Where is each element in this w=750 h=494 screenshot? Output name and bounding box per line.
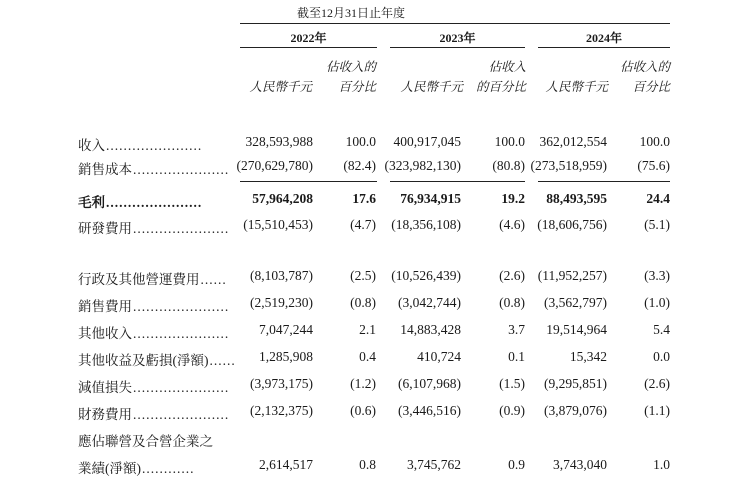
row-label-text: 研發費用 [78, 221, 132, 236]
cell-p2022: 0.8 [359, 457, 376, 472]
row-label-text: 減值損失 [78, 380, 132, 395]
cell-v2023: (10,526,439) [391, 268, 461, 283]
cell-v2022: 57,964,208 [252, 191, 313, 206]
cell-v2023: (6,107,968) [398, 376, 461, 391]
cell-p2022: 100.0 [345, 134, 376, 149]
cell-v2022: (2,132,375) [250, 403, 313, 418]
cell-v2022: (15,510,453) [243, 217, 313, 232]
row-label-text: 銷售費用 [78, 299, 132, 314]
leader-dots: ...................... [133, 407, 230, 422]
cell-p2024: (1.1) [644, 403, 670, 418]
year-2022-rule [240, 47, 377, 48]
cell-p2023: 3.7 [508, 322, 525, 337]
cell-p2023: (4.6) [499, 217, 525, 232]
cell-p2024: 100.0 [639, 134, 670, 149]
cell-v2023: 3,745,762 [407, 457, 461, 472]
cell-v2024: 88,493,595 [546, 191, 607, 206]
cell-p2023: (1.5) [499, 376, 525, 391]
cell-p2024: 0.0 [653, 349, 670, 364]
row-label-text: 其他收入 [78, 326, 132, 341]
cell-p2023: (80.8) [492, 158, 525, 173]
year-2024: 2024年 [585, 31, 622, 45]
cell-p2022: (0.8) [350, 295, 376, 310]
period-underline [240, 23, 670, 24]
leader-dots: ...................... [106, 138, 203, 153]
cell-v2022: (2,519,230) [250, 295, 313, 310]
row-label-text: 財務費用 [78, 407, 132, 422]
cell-v2023: (323,982,130) [384, 158, 461, 173]
cell-v2024: (18,606,756) [537, 217, 607, 232]
row-label-text: 行政及其他營運費用 [78, 272, 200, 287]
leader-dots: ...................... [133, 326, 230, 341]
cost-rule-2023 [390, 181, 525, 182]
cell-v2024: 362,012,554 [539, 134, 607, 149]
cell-v2023: 410,724 [417, 349, 461, 364]
cell-p2024: (1.0) [644, 295, 670, 310]
cell-p2023: 100.0 [494, 134, 525, 149]
cell-p2023: (2.6) [499, 268, 525, 283]
leader-dots: ............ [142, 461, 195, 476]
row-label-text: 銷售成本 [78, 162, 132, 177]
cell-v2024: (3,562,797) [544, 295, 607, 310]
col-amount-2024: 人民幣千元 [545, 80, 608, 94]
cell-v2022: 328,593,988 [245, 134, 313, 149]
leader-dots: ...................... [133, 380, 230, 395]
cell-v2022: 1,285,908 [259, 349, 313, 364]
year-2022: 2022年 [290, 31, 327, 45]
cell-v2024: (9,295,851) [544, 376, 607, 391]
cell-p2024: 24.4 [646, 191, 670, 206]
cell-v2024: (3,879,076) [544, 403, 607, 418]
leader-dots: ...................... [106, 195, 203, 210]
cell-v2023: 400,917,045 [393, 134, 461, 149]
cell-p2023: (0.8) [499, 295, 525, 310]
row-label-text: 收入 [78, 138, 105, 153]
cell-p2024: (2.6) [644, 376, 670, 391]
cell-v2023: (18,356,108) [391, 217, 461, 232]
cell-p2023: 0.9 [508, 457, 525, 472]
cell-p2022: (2.5) [350, 268, 376, 283]
cell-v2022: (3,973,175) [250, 376, 313, 391]
period-header: 截至12月31日止年度 [296, 6, 405, 20]
cell-v2023: 76,934,915 [400, 191, 461, 206]
cell-v2023: 14,883,428 [400, 322, 461, 337]
cell-p2023: 19.2 [501, 191, 525, 206]
cell-v2023: (3,446,516) [398, 403, 461, 418]
cell-p2022: 0.4 [359, 349, 376, 364]
leader-dots: ...................... [133, 299, 230, 314]
cell-p2024: (3.3) [644, 268, 670, 283]
cell-p2024: (75.6) [637, 158, 670, 173]
row-label-text: 其他收益及虧損(淨額) [78, 353, 209, 368]
col-pct-2023: 佔收入 的百分比 [475, 60, 526, 94]
row-label-text: 應佔聯營及合營企業之 [78, 434, 213, 449]
col-amount-2023: 人民幣千元 [400, 80, 463, 94]
cell-v2024: 19,514,964 [546, 322, 607, 337]
col-pct-2022: 佔收入的 百分比 [325, 60, 376, 94]
cell-p2023: 0.1 [508, 349, 525, 364]
cell-p2024: (5.1) [644, 217, 670, 232]
cell-v2022: 2,614,517 [259, 457, 313, 472]
leader-dots: ...... [200, 272, 227, 287]
year-2023: 2023年 [439, 31, 476, 45]
leader-dots: ...... [209, 353, 236, 368]
cell-v2024: 15,342 [569, 349, 607, 364]
row-label-text: 毛利 [78, 195, 105, 210]
cell-v2024: (273,518,959) [530, 158, 607, 173]
cost-rule-2022 [240, 181, 377, 182]
row-label [78, 430, 226, 450]
col-amount-2022: 人民幣千元 [249, 80, 312, 94]
cell-v2022: (270,629,780) [236, 158, 313, 173]
cell-p2024: 5.4 [653, 322, 670, 337]
leader-dots: ...................... [133, 162, 230, 177]
cell-v2024: 3,743,040 [553, 457, 607, 472]
cell-p2022: (82.4) [343, 158, 376, 173]
cell-v2022: 7,047,244 [259, 322, 313, 337]
cell-v2024: (11,952,257) [537, 268, 607, 283]
cell-v2022: (8,103,787) [250, 268, 313, 283]
col-pct-2024: 佔收入的 百分比 [619, 60, 670, 94]
cell-p2022: 2.1 [359, 322, 376, 337]
cell-p2022: (4.7) [350, 217, 376, 232]
cell-p2022: 17.6 [352, 191, 376, 206]
year-2024-rule [538, 47, 670, 48]
year-2023-rule [390, 47, 525, 48]
cost-rule-2024 [538, 181, 670, 182]
cell-p2022: (1.2) [350, 376, 376, 391]
leader-dots: ...................... [133, 221, 230, 236]
row-label-text: 業績(淨額) [78, 461, 141, 476]
cell-v2023: (3,042,744) [398, 295, 461, 310]
cell-p2023: (0.9) [499, 403, 525, 418]
cell-p2024: 1.0 [653, 457, 670, 472]
cell-p2022: (0.6) [350, 403, 376, 418]
